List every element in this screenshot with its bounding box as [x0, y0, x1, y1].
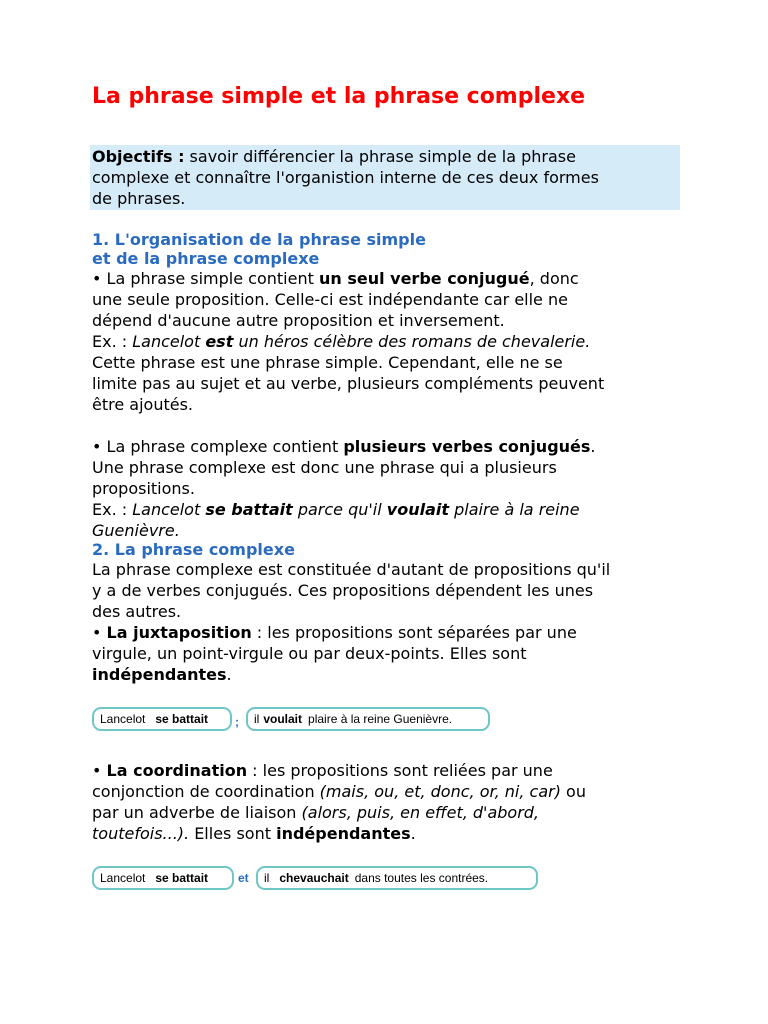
- coordination-paragraph: • La coordination : les propositions sont reliées par une conjonction de coordination (mais, ou, et, donc, or, ni, car) ou par un adverbe de liaison (alors, puis, en effet, d'abord, toutefois...). Elles sont indépendantes.: [92, 761, 586, 843]
- section-2-heading: 2. La phrase complexe: [92, 540, 295, 559]
- paragraph-simple: • La phrase simple contient un seul verbe conjugué, donc une seule proposition. Celle-ci est indépendante car elle ne dépend d'aucune autre proposition et inversement. Ex. : Lancelot est un héros célèbre des romans de chevalerie. Cette phrase est une phrase simple. Cependant, elle ne se limite pas au sujet et au verbe, plusieurs compléments peuvent être ajoutés.: [92, 268, 682, 415]
- proposition-1: Lancelot se battait: [92, 866, 234, 890]
- semicolon-connector: ;: [235, 715, 239, 729]
- page-title: La phrase simple et la phrase complexe: [92, 84, 586, 109]
- example-complexe: Ex. : Lancelot se battait parce qu'il voulait plaire à la reine: [92, 500, 580, 519]
- juxtaposition-paragraph: • La juxtaposition : les propositions sont séparées par une virgule, un point-virgule ou par deux-points. Elles sont indépendantes.: [92, 623, 577, 684]
- juxtaposition-diagram: [92, 707, 492, 735]
- objectives-box: Objectifs : savoir différencier la phrase simple de la phrase complexe et connaître l'organistion interne de ces deux formes de phrases.: [90, 145, 680, 210]
- proposition-2: il chevauchait dans toutes les contrées.: [256, 866, 538, 890]
- section-1: 1. L'organisation de la phrase simple et de la phrase complexe • La phrase simple contient un seul verbe conjugué, donc une seule proposition. Celle-ci est indépendante car elle ne dépend d'aucune autre proposition et inversement. Ex. : Lancelot est un héros célèbre des romans de chevalerie. Cette phrase est une phrase simple. Cependant, elle ne se limite pas au sujet et au verbe, plusieurs compléments peuvent être ajoutés. • La phrase complexe contient plusieurs verbes conjugués. Une phrase complexe est donc une phrase qui a plusieurs propositions. Ex. : Lancelot se battait parce qu'il voulait plaire à la reine Guenièvre.: [92, 230, 682, 541]
- paragraph-complexe: • La phrase complexe contient plusieurs verbes conjugués. Une phrase complexe est donc une phrase qui a plusieurs propositions. Ex. : Lancelot se battait parce qu'il voulait plaire à la reine Guenièvre.: [92, 436, 682, 541]
- objectives-label: Objectifs :: [92, 147, 185, 166]
- example-simple: Ex. : Lancelot est un héros célèbre des romans de chevalerie.: [92, 332, 591, 351]
- section-2: 2. La phrase complexe La phrase complexe est constituée d'autant de propositions qu'il y a de verbes conjugués. Ces propositions dépendent les unes des autres. • La juxtaposition : les propositions sont séparées par une virgule, un point-virgule ou par deux-points. Elles sont indépendantes.: [92, 540, 682, 685]
- et-connector: et: [238, 871, 249, 885]
- proposition-2: il voulait plaire à la reine Guenièvre.: [246, 707, 490, 731]
- section-1-heading: 1. L'organisation de la phrase simple: [92, 230, 426, 249]
- proposition-1: Lancelot se battait: [92, 707, 232, 731]
- coordination-diagram: [92, 866, 542, 894]
